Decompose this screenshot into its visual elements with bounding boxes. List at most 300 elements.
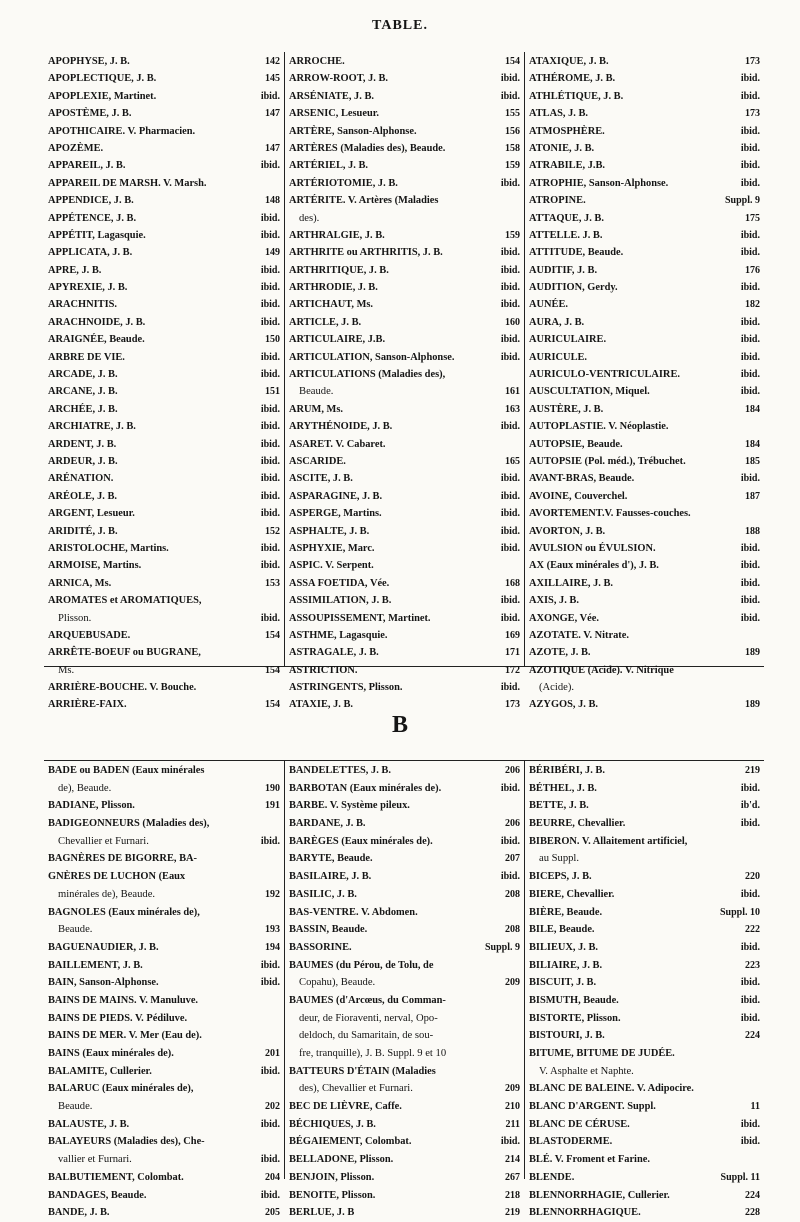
index-entry [529,815,760,833]
index-entry [48,904,280,922]
entry-text: BASILAIRE, J. B. [289,871,372,883]
entry-text: AZYGOS, J. B. [529,699,598,711]
entry-text: BAINS DE MER. V. Mer (Eau de). [48,1030,202,1042]
entry-text: BARÈGES (Eaux minérales de). [289,835,433,847]
index-entry [48,1063,280,1081]
index-block-b [44,760,764,1219]
entry-text: ARTÉRITE. V. Artères (Maladies [289,195,439,207]
entry-page-ref: ibid. [740,73,760,85]
index-entry [48,401,280,418]
index-entry [289,557,520,574]
entry-text: BENJOIN, Plisson. [289,1171,375,1183]
entry-page-ref: 185 [745,455,760,467]
entry-text: ARRIÈRE-BOUCHE. V. Bouche. [48,682,197,694]
entry-page-ref: ibid. [500,282,520,294]
index-entry [529,797,760,815]
entry-page-ref: ibid. [260,369,280,381]
entry-text: AUNÉE. [529,299,568,311]
index-entry [289,1098,520,1116]
index-entry [289,939,520,957]
entry-page-ref: 173 [745,108,760,120]
index-entry [48,540,280,557]
index-entry [529,957,760,975]
index-entry [529,314,760,331]
entry-page-ref: ibid. [500,177,520,189]
entry-page-ref: 156 [505,125,520,137]
entry-text: ASTHME, Lagasquie. [289,629,388,641]
index-entry [48,850,280,868]
entry-text: ARÉNATION. [48,473,114,485]
entry-page-ref: 154 [265,629,280,641]
index-entry [289,592,520,609]
entry-text: BARYTE, Beaude. [289,853,373,865]
entry-text: GNÈRES DE LUCHON (Eaux [48,871,186,883]
entry-page-ref: 145 [265,73,280,85]
entry-text: Ms. [58,664,75,676]
entry-page-ref: 209 [505,977,520,989]
entry-page-ref: ibid. [260,455,280,467]
index-entry [529,279,760,296]
index-entry [289,815,520,833]
entry-text: BALAMITE, Cullerier. [48,1065,152,1077]
entry-page-ref: 173 [745,56,760,67]
entry-text: ASARET. V. Cabaret. [289,438,386,450]
index-column [44,52,284,711]
entry-page-ref: ibid. [260,316,280,328]
index-entry [48,244,280,261]
entry-text: ARTICULAIRE, J.B. [289,334,386,346]
index-entry [289,53,520,70]
index-entry [289,88,520,105]
entry-text: APOPLECTIQUE, J. B. [48,73,157,85]
entry-text: ATROPHIE, Sanson-Alphonse. [529,177,669,189]
index-entry [289,1063,520,1081]
entry-page-ref: ibid. [260,212,280,224]
entry-text: ARTICHAUT, Ms. [289,299,374,311]
index-entry [529,192,760,209]
entry-text: ATLAS, J. B. [529,108,588,120]
entry-text: minérales de), Beaude. [58,888,156,900]
entry-text: ARBRE DE VIE. [48,351,125,363]
entry-page-ref: ibid. [260,282,280,294]
entry-text: BADIGEONNEURS (Maladies des), [48,818,210,830]
index-entry [289,610,520,627]
entry-page-ref: ibid. [740,90,760,102]
entry-text: ASPHALTE, J. B. [289,525,370,537]
entry-page-ref: ibid. [740,782,760,794]
index-entry [529,401,760,418]
entry-page-ref: ibid. [740,977,760,989]
entry-page-ref: ibid. [740,386,760,398]
index-column [524,52,764,711]
index-entry [529,418,760,435]
index-entry [529,1151,760,1169]
index-entry [529,833,760,851]
entry-text: BANDE, J. B. [48,1207,110,1219]
entry-page-ref: 201 [265,1048,280,1059]
index-entry [48,957,280,975]
entry-text: ATMOSPHÈRE. [529,125,605,137]
entry-text: au Suppl. [539,853,580,865]
entry-page-ref: ibid. [260,90,280,102]
entry-text: ARSÉNIATE, J. B. [289,90,374,102]
index-entry [529,383,760,400]
entry-page-ref: 211 [505,1118,520,1130]
index-entry [48,868,280,886]
entry-text: ATAXIQUE, J. B. [529,56,609,67]
entry-text: ARROW-ROOT, J. B. [289,73,388,85]
entry-page-ref: ibid. [740,1012,760,1024]
entry-page-ref: 191 [265,800,280,812]
entry-text: BADIANE, Plisson. [48,800,135,812]
entry-page-ref: 205 [265,1207,280,1219]
entry-text: ASTRINGENTS, Plisson. [289,682,403,694]
entry-page-ref: 169 [505,629,520,641]
entry-page-ref: 158 [505,142,520,154]
index-entry [48,610,280,627]
entry-page-ref: 147 [265,142,280,154]
index-entry [529,662,760,679]
entry-text: BASILIC, J. B. [289,888,357,900]
entry-page-ref: ibid. [500,73,520,85]
entry-text: AXILLAIRE, J. B. [529,577,614,589]
entry-text: BAGNOLES (Eaux minérales de), [48,906,200,918]
index-entry [48,157,280,174]
index-entry [289,383,520,400]
entry-page-ref: 228 [745,1207,760,1219]
entry-text: BLENNORRHAGIE, Cullerier. [529,1189,670,1201]
index-entry [48,833,280,851]
index-entry [48,436,280,453]
entry-text: BISTORTE, Plisson. [529,1012,621,1024]
entry-page-ref: 184 [745,438,760,450]
entry-text: ARCADE, J. B. [48,369,118,381]
entry-page-ref: ibid. [740,595,760,607]
index-entry [289,992,520,1010]
entry-text: AURICULE. [529,351,588,363]
entry-page-ref: ibid. [260,473,280,485]
index-entry [529,762,760,780]
entry-page-ref: 11 [750,1101,760,1113]
entry-page-ref: ibid. [500,1136,520,1148]
entry-page-ref: 154 [505,56,520,67]
entry-text: BEURRE, Chevallier. [529,818,626,830]
index-entry [529,470,760,487]
entry-page-ref: 218 [505,1189,520,1201]
entry-page-ref: 222 [745,924,760,936]
entry-page-ref: ibid. [740,229,760,241]
entry-page-ref: 189 [745,699,760,711]
entry-text: AUTOPSIE (Pol. méd.), Trébuchet. [529,455,686,467]
index-entry [289,227,520,244]
entry-text: ARQUEBUSADE. [48,629,131,641]
entry-page-ref: ibid. [260,1154,280,1166]
index-entry [289,1010,520,1028]
entry-text: BANDELETTES, J. B. [289,765,391,776]
entry-page-ref: 165 [505,455,520,467]
entry-text: AVANT-BRAS, Beaude. [529,473,635,485]
index-entry [529,1098,760,1116]
entry-page-ref: ibid. [260,1065,280,1077]
index-entry [289,797,520,815]
entry-text: BALAUSTE, J. B. [48,1118,130,1130]
index-entry [529,1080,760,1098]
index-entry [48,1098,280,1116]
index-entry [529,992,760,1010]
entry-text: APPÉTENCE, J. B. [48,212,137,224]
entry-text: ARUM, Ms. [289,403,343,415]
index-entry [48,53,280,70]
entry-text: BADE ou BADEN (Eaux minérales [48,765,205,776]
entry-page-ref: ibid. [740,612,760,624]
entry-text: ARNICA, Ms. [48,577,112,589]
entry-text: AURA, J. B. [529,316,585,328]
entry-text: BLANC DE BALEINE. V. Adipocire. [529,1083,694,1095]
entry-text: BELLADONE, Plisson. [289,1154,394,1166]
index-entry [289,436,520,453]
index-entry [48,679,280,696]
entry-text: BLANC DE CÉRUSE. [529,1118,630,1130]
index-entry [529,53,760,70]
entry-page-ref: 219 [505,1207,520,1219]
entry-text: BAUMES (d'Arcœus, du Comman- [289,994,446,1006]
entry-page-ref: 206 [505,765,520,776]
index-entry [289,366,520,383]
index-entry [529,140,760,157]
entry-text: ARTÈRES (Maladies des), Beaude. [289,142,446,154]
index-entry [289,1169,520,1187]
index-entry [529,592,760,609]
entry-page-ref: 208 [505,924,520,936]
index-entry [48,227,280,244]
index-entry [289,1151,520,1169]
entry-page-ref: 219 [745,765,760,776]
index-entry [48,1133,280,1151]
entry-text: BALARUC (Eaux minérales de), [48,1083,194,1095]
entry-page-ref: ibid. [260,542,280,554]
entry-page-ref: 193 [265,924,280,936]
entry-text: BIBERON. V. Allaitement artificiel, [529,835,688,847]
entry-text: ARTÉRIOTOMIE, J. B. [289,177,398,189]
entry-page-ref: ibid. [260,1118,280,1130]
entry-page-ref: ibid. [740,941,760,953]
index-entry [289,1080,520,1098]
entry-page-ref: 154 [265,699,280,711]
index-entry [48,210,280,227]
entry-page-ref: 188 [745,525,760,537]
entry-text: ASSOUPISSEMENT, Martinet. [289,612,431,624]
index-entry [48,314,280,331]
entry-page-ref: ibid. [260,1189,280,1201]
entry-page-ref: 206 [505,818,520,830]
entry-text: BILIAIRE, J. B. [529,959,603,971]
entry-page-ref: 149 [265,247,280,259]
entry-page-ref: 224 [745,1189,760,1201]
index-entry [48,1045,280,1063]
entry-page-ref: ibid. [740,560,760,572]
index-entry [289,886,520,904]
index-entry [289,470,520,487]
index-entry [289,157,520,174]
entry-page-ref: ibid. [260,421,280,433]
index-entry [529,157,760,174]
index-entry [48,921,280,939]
entry-text: ARRIÈRE-FAIX. [48,699,127,711]
entry-text: ATTELLE. J. B. [529,229,603,241]
index-entry [48,992,280,1010]
entry-page-ref: ibid. [740,177,760,189]
entry-text: ARYTHÉNOIDE, J. B. [289,421,393,433]
entry-text: BAILLEMENT, J. B. [48,959,143,971]
entry-text: BLÉ. V. Froment et Farine. [529,1154,650,1166]
index-entry [529,540,760,557]
entry-page-ref: 190 [265,782,280,794]
entry-page-ref: ibid. [500,490,520,502]
index-entry [48,70,280,87]
entry-text: AURICULAIRE. [529,334,607,346]
index-entry [529,1010,760,1028]
entry-page-ref: 204 [265,1171,280,1183]
index-entry [529,175,760,192]
entry-text: AUSTÈRE, J. B. [529,403,604,415]
entry-text: APOSTÈME, J. B. [48,108,132,120]
index-entry [289,1204,520,1222]
index-entry [289,868,520,886]
entry-text: APPENDICE, J. B. [48,195,134,207]
index-entry [529,904,760,922]
index-entry [289,904,520,922]
index-entry [529,505,760,522]
entry-page-ref: ibid. [740,125,760,137]
entry-page-ref: ibid. [500,782,520,794]
entry-text: BICEPS, J. B. [529,871,592,883]
entry-page-ref: ibid. [740,316,760,328]
entry-text: ARROCHE. [289,56,345,67]
entry-text: AUDITION, Gerdy. [529,282,618,294]
entry-page-ref: ibid. [260,160,280,172]
index-entry [289,418,520,435]
index-entry [529,1027,760,1045]
index-entry [48,815,280,833]
entry-text: des). [299,212,320,224]
entry-text: ASSA FOETIDA, Vée. [289,577,390,589]
entry-page-ref: 153 [265,577,280,589]
entry-text: BARBOTAN (Eaux minérales de). [289,782,442,794]
index-column [284,52,524,711]
entry-page-ref: 142 [265,56,280,67]
entry-page-ref: Suppl. 11 [720,1171,760,1183]
entry-page-ref: 147 [265,108,280,120]
index-entry [48,279,280,296]
index-entry [48,1010,280,1028]
entry-page-ref: ibid. [740,369,760,381]
index-entry [48,1027,280,1045]
entry-text: fre, tranquille), J. B. Suppl. 9 et 10 [299,1048,447,1059]
index-entry [289,331,520,348]
entry-text: deldoch, du Samaritain, de sou- [299,1030,434,1042]
index-entry [289,140,520,157]
entry-text: ARDENT, J. B. [48,438,117,450]
entry-page-ref: 159 [505,229,520,241]
entry-text: BAS-VENTRE. V. Abdomen. [289,906,418,918]
entry-page-ref: 220 [745,871,760,883]
entry-text: ARCHIATRE, J. B. [48,421,136,433]
entry-text: ATAXIE, J. B. [289,699,353,711]
index-entry [289,296,520,313]
index-entry [529,366,760,383]
index-entry [48,383,280,400]
entry-page-ref: ibid. [260,264,280,276]
entry-page-ref: 175 [745,212,760,224]
index-entry [289,210,520,227]
index-entry [289,627,520,644]
index-entry [289,70,520,87]
entry-page-ref: ibid. [260,490,280,502]
entry-text: BIÈRE, Beaude. [529,906,603,918]
entry-page-ref: ibid. [740,334,760,346]
entry-text: BLANC D'ARGENT. Suppl. [529,1101,656,1113]
entry-text: ASCARIDE. [289,455,346,467]
index-entry [48,797,280,815]
index-entry [48,662,280,679]
index-entry [529,644,760,661]
entry-page-ref: 160 [505,316,520,328]
section-letter-b: B [391,712,408,738]
index-entry [48,644,280,661]
index-entry [48,418,280,435]
entry-page-ref: 202 [265,1101,280,1113]
entry-text: ASTRAGALE, J. B. [289,647,379,659]
entry-text: Beaude. [58,924,93,936]
index-entry [289,1133,520,1151]
entry-text: BLASTODERME. [529,1136,613,1148]
index-entry [529,557,760,574]
index-entry [48,105,280,122]
index-entry [48,1204,280,1222]
entry-page-ref: ibid. [500,299,520,311]
index-entry [529,453,760,470]
entry-page-ref: ibid. [500,421,520,433]
entry-page-ref: ibid. [740,818,760,830]
index-entry [289,314,520,331]
index-entry [48,488,280,505]
index-entry [289,279,520,296]
entry-text: ATHLÉTIQUE, J. B. [529,90,624,102]
entry-text: BAGUENAUDIER, J. B. [48,941,159,953]
index-entry [529,974,760,992]
index-entry [529,1204,760,1222]
index-entry [529,610,760,627]
entry-text: ASPERGE, Martins. [289,508,382,520]
entry-page-ref: ibid. [740,160,760,172]
entry-text: ARIDITÉ, J. B. [48,525,118,537]
index-entry [48,575,280,592]
index-entry [289,762,520,780]
entry-page-ref: ibid. [740,542,760,554]
entry-text: AROMATES et AROMATIQUES, [48,595,202,607]
index-entry [529,227,760,244]
entry-text: BÉTHEL, J. B. [529,782,597,794]
index-entry [48,974,280,992]
entry-page-ref: ibid. [260,299,280,311]
index-entry [48,505,280,522]
entry-text: BISTOURI, J. B. [529,1030,605,1042]
entry-text: ARTHRITE ou ARTHRITIS, J. B. [289,247,443,259]
entry-text: des), Chevallier et Furnari. [299,1083,413,1095]
entry-text: AZOTIQUE (Acide). V. Nitrique [529,664,674,676]
entry-text: BASSIN, Beaude. [289,924,368,936]
index-entry [48,331,280,348]
